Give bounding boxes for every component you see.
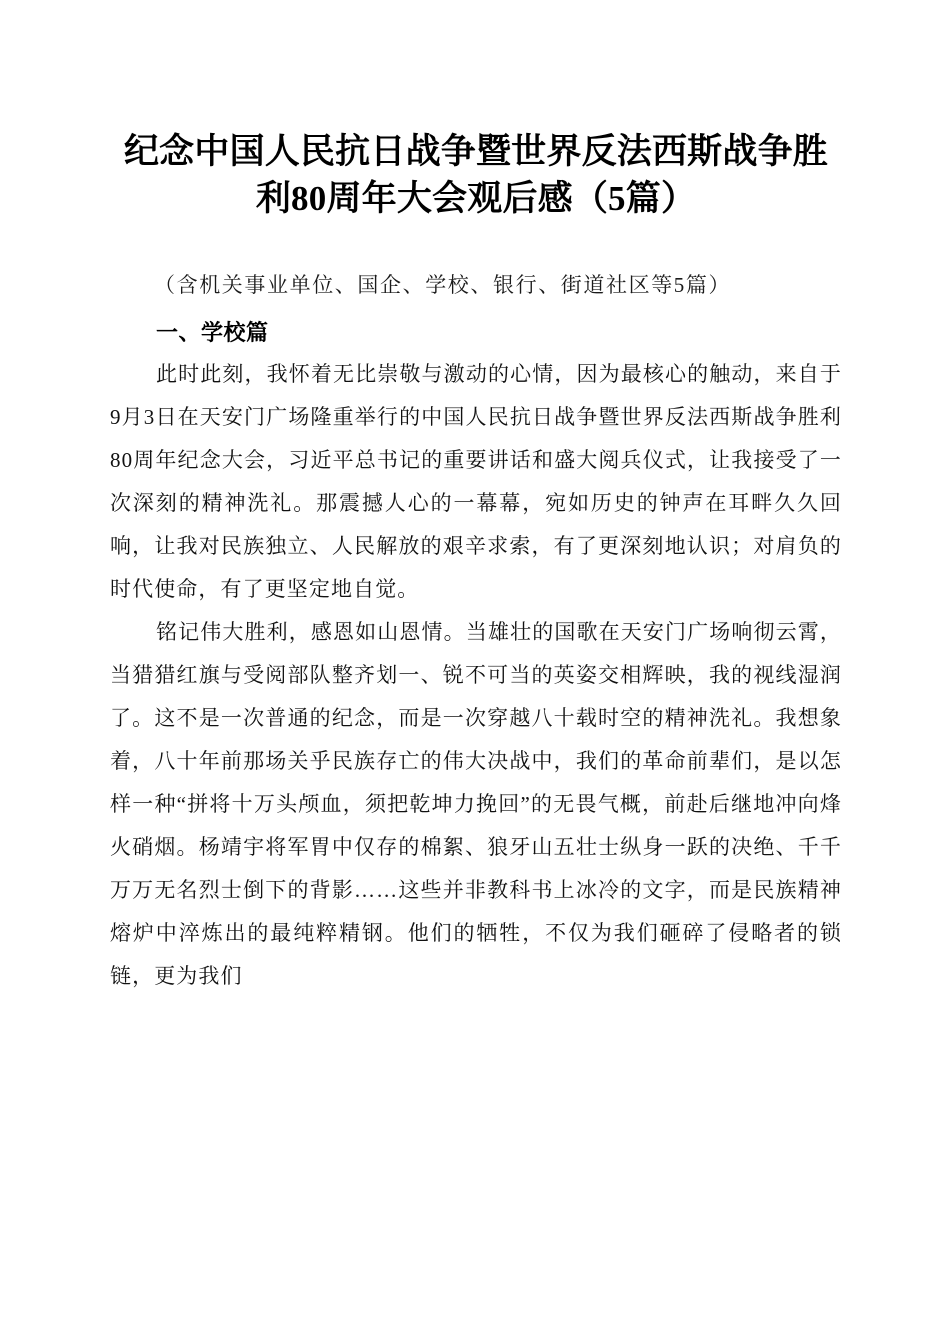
document-title <box>110 0 842 222</box>
document-subtitle-note <box>110 222 842 307</box>
section-heading-text: 一、学校篇 <box>156 320 269 345</box>
body-paragraph: 铭记伟大胜利，感恩如山恩情。当雄壮的国歌在天安门广场响彻云霄，当猎猎红旗与受阅部队整齐划一、锐不可当的英姿交相辉映，我的视线湿润了。这不是一次普通的纪念，而是一次穿越八十载时空的精神洗礼。我想象着，八十年前那场关乎民族存亡的伟大决战中，我们的革命前辈们，是以怎样一种“拼将十万头颅血，须把乾坤力挽回”的无畏气概，前赴后继地冲向烽火硝烟。杨靖宇将军胃中仅存的棉絮、狼牙山五壮士纵身一跃的决绝、千千万万无名烈士倒下的背影……这些并非教科书上冰冷的文字，而是民族精神熔炉中淬炼出的最纯粹精钢。他们的牺牲，不仅为我们砸碎了侵略者的锁链，更为我们 <box>110 620 842 988</box>
document-content-column <box>110 0 842 998</box>
body-paragraph: 此时此刻，我怀着无比崇敬与激动的心情，因为最核心的触动，来自于9月3日在天安门广场隆重举行的中国人民抗日战争暨世界反法西斯战争胜利80周年纪念大会，习近平总书记的重要讲话和盛大阅兵仪式，让我接受了一次深刻的精神洗礼。那震撼人心的一幕幕，宛如历史的钟声在耳畔久久回响，让我对民族独立、人民解放的艰辛求索，有了更深刻地认识；对肩负的时代使命，有了更坚定地自觉。 <box>110 362 842 601</box>
document-title-text: 纪念中国人民抗日战争暨世界反法西斯战争胜利80周年大会观后感（5篇） <box>123 132 828 218</box>
section-heading-school <box>110 307 842 353</box>
document-subtitle-text: （含机关事业单位、国企、学校、银行、街道社区等5篇） <box>154 273 732 297</box>
